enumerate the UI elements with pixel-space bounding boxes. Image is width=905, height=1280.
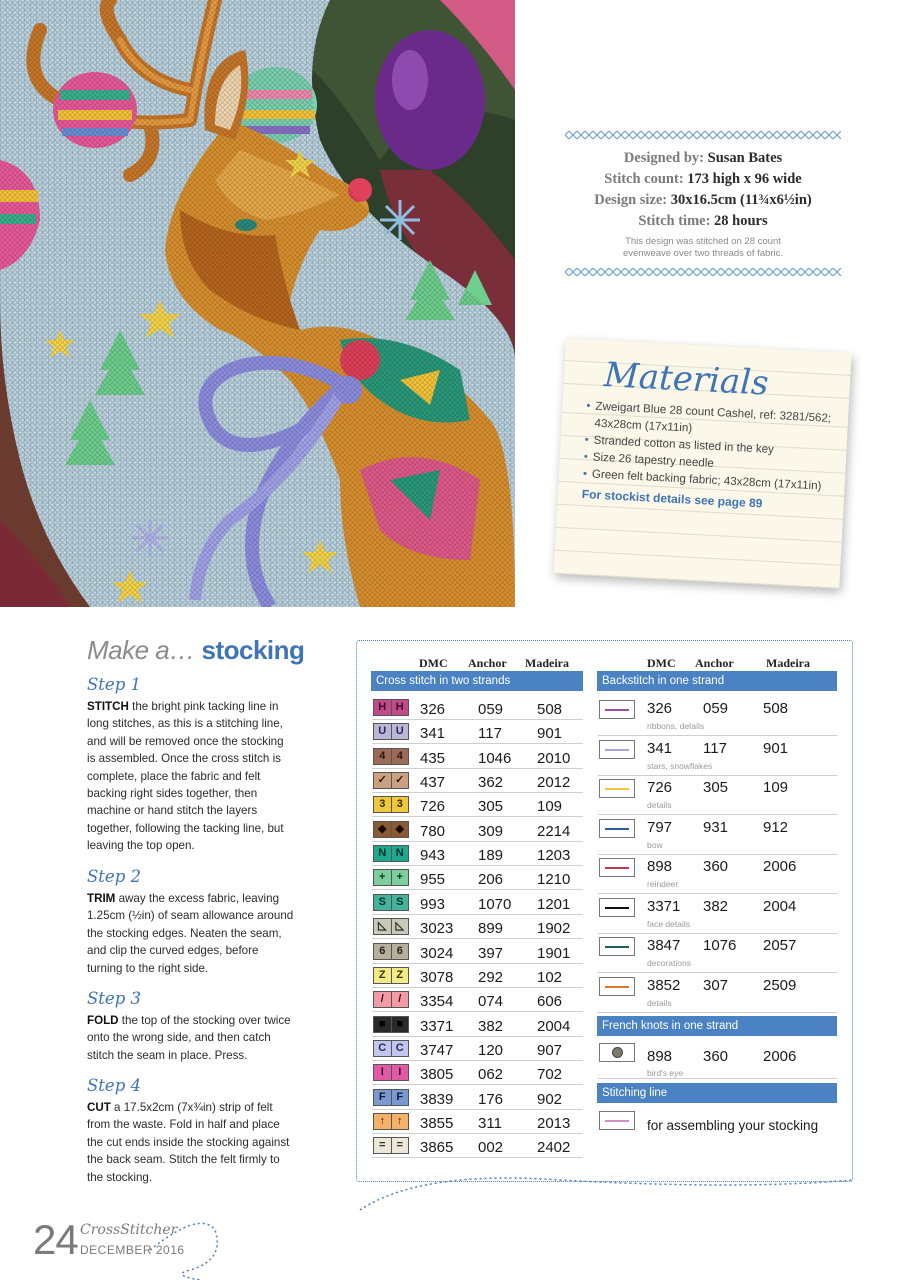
usage-note: face details (647, 918, 690, 929)
french-knots-band: French knots in one strand (597, 1016, 837, 1036)
cross-stitch-row (372, 964, 583, 988)
cross-stitch-band: Cross stitch in two strands (371, 671, 583, 691)
symbol-swatch: S S (373, 894, 408, 911)
materials-note (554, 338, 852, 589)
dmc-value: 3078 (420, 968, 454, 986)
cross-stitch-row (372, 769, 583, 793)
symbol-swatch: 3 3 (373, 796, 408, 813)
madeira-value: 2509 (763, 976, 797, 994)
step-4 (87, 1075, 295, 1186)
dmc-value: 341 (647, 739, 673, 757)
backstitch-row (598, 737, 837, 776)
backstitch-band: Backstitch in one strand (597, 671, 837, 691)
header-anchor: Anchor (695, 656, 734, 670)
stockist-link[interactable]: For stockist details see page 89 (581, 487, 763, 511)
backstitch-row (598, 895, 837, 934)
dmc-value: 3371 (420, 1017, 454, 1035)
madeira-value: 2214 (537, 822, 571, 840)
thread-swatch (599, 898, 635, 917)
thread-swatch (599, 977, 635, 996)
symbol-swatch: / / (373, 991, 408, 1008)
dmc-value: 3852 (647, 976, 681, 994)
fabric-note: This design was stitched on 28 count evenweave over two threads of fabric. (622, 236, 783, 259)
anchor-value: 309 (478, 822, 504, 840)
anchor-value: 059 (703, 700, 729, 717)
madeira-value: 702 (537, 1066, 563, 1084)
cross-stitch-row (372, 1134, 583, 1158)
madeira-value: 907 (537, 1041, 563, 1059)
step-2 (87, 866, 295, 977)
madeira-value: 902 (537, 1090, 563, 1108)
dmc-value: 797 (647, 818, 673, 836)
step-text: CUT a 17.5x2cm (7x¾in) strip of felt from the waste. Fold in half and place the cut ends inside the stocking against the back seam. Stitch the felt firmly to the stocking. (87, 1101, 290, 1184)
step-3 (87, 988, 295, 1064)
page-number: 24 (33, 1216, 78, 1263)
cross-stitch-row (372, 1061, 583, 1085)
magazine-brand: CrossStitcher (80, 1222, 178, 1238)
thread-swatch (599, 779, 635, 798)
symbol-swatch: 6 6 (373, 943, 408, 960)
madeira-value: 912 (763, 818, 789, 836)
cross-stitch-row (372, 793, 583, 817)
stocking-photo (0, 0, 515, 607)
anchor-value: 307 (703, 976, 729, 994)
design-info (548, 148, 858, 260)
symbol-swatch: 4 4 (373, 748, 408, 765)
madeira-value: 109 (537, 798, 563, 816)
step-title: Step 1 (87, 675, 142, 694)
madeira-value: 2057 (763, 937, 797, 954)
dmc-value: 3371 (647, 897, 681, 915)
cross-stitch-row (372, 891, 583, 915)
madeira-value: 1210 (537, 871, 571, 889)
thread-line (605, 946, 629, 948)
madeira-value: 1902 (537, 920, 571, 938)
cross-stitch-row (372, 915, 583, 939)
dmc-value: 780 (420, 822, 446, 840)
anchor-value: 931 (703, 818, 729, 836)
materials-item: • Green felt backing fabric; 43x28cm (17x11in) (582, 465, 829, 495)
thread-line (605, 867, 629, 869)
step-title: Step 2 (87, 867, 142, 886)
header-dmc: DMC (647, 656, 676, 670)
dmc-value: 726 (420, 798, 446, 816)
anchor-value: 397 (478, 944, 504, 962)
thread-line (605, 828, 629, 830)
madeira-value: 2012 (537, 774, 571, 792)
madeira-value: 1901 (537, 944, 571, 962)
usage-note: decorations (647, 958, 691, 968)
madeira-value: 2402 (537, 1139, 571, 1157)
symbol-swatch: F F (373, 1089, 408, 1106)
cross-stitch-row (372, 720, 583, 744)
thread-line (605, 749, 629, 751)
madeira-value: 2006 (763, 858, 797, 875)
symbol-swatch: Z Z (373, 967, 408, 984)
dmc-value: 3023 (420, 920, 454, 938)
symbol-swatch: + + (373, 869, 408, 886)
cross-stitch-row (372, 818, 583, 842)
design-size: Design size: 30x16.5cm (11¾x6½in) (594, 192, 812, 208)
backstitch-row (598, 934, 837, 973)
usage-note: ribbons, details (647, 721, 705, 731)
thread-swatch (599, 740, 635, 759)
thread-swatch (599, 858, 635, 877)
anchor-value: 360 (703, 858, 729, 875)
dmc-value: 993 (420, 895, 446, 913)
madeira-value: 1201 (537, 895, 571, 913)
anchor-value: 1070 (478, 895, 512, 913)
anchor-value: 311 (478, 1114, 502, 1132)
dmc-value: 341 (420, 725, 446, 743)
dmc-value: 3855 (420, 1114, 454, 1132)
french-knot-row: 898 360 2006 bird's eye (598, 1040, 837, 1079)
anchor-value: 305 (703, 779, 729, 796)
header-madeira: Madeira (525, 656, 569, 670)
cross-stitch-row (372, 940, 583, 964)
anchor-value: 002 (478, 1139, 504, 1157)
dmc-value: 3805 (420, 1066, 454, 1084)
symbol-swatch: = = (373, 1137, 408, 1154)
thread-swatch (599, 937, 635, 956)
french-knot-swatch (599, 1043, 635, 1062)
thread-swatch (599, 700, 635, 719)
usage-note: stars, snowflakes (647, 760, 713, 771)
madeira-value: 2013 (537, 1114, 571, 1132)
anchor-value: 074 (478, 993, 504, 1011)
symbol-swatch: ◆ ◆ (373, 821, 408, 838)
madeira-value: 109 (763, 779, 789, 796)
materials-title: Materials (603, 355, 770, 404)
anchor-value: 059 (478, 701, 504, 718)
anchor-value: 176 (478, 1090, 504, 1108)
symbol-swatch: H H (373, 699, 408, 716)
madeira-value: 901 (537, 725, 563, 743)
usage-note: details (647, 800, 672, 810)
step-text: STITCH the bright pink tacking line in long stitches, as this is a stitching line, and will be removed once the stocking is assembled. Once the cross stitch is complete, place the fabric and felt backing right sides together, then machine or hand stitch the layers together, following the tacking line, but leaving the top open. (87, 700, 284, 853)
backstitch-row (598, 855, 837, 894)
symbol-swatch: I I (373, 1064, 408, 1081)
stitching-line-swatch (599, 1111, 635, 1130)
backstitch-row (598, 816, 837, 855)
french-knot-dot (612, 1047, 623, 1058)
usage-note: reindeer (647, 879, 679, 889)
anchor-value: 382 (478, 1017, 504, 1035)
header-anchor: Anchor (468, 656, 507, 670)
symbol-swatch: N N (373, 845, 408, 862)
symbol-swatch: ↑ ↑ (373, 1113, 408, 1130)
step-title: Step 4 (87, 1076, 142, 1095)
madeira-value: 508 (537, 701, 563, 718)
dmc-value: 726 (647, 779, 673, 796)
anchor-value: 062 (478, 1066, 504, 1084)
cross-stitch-row (372, 745, 583, 769)
anchor-value: 120 (478, 1041, 504, 1059)
cross-stitch-row (372, 988, 583, 1012)
step-text: TRIM away the excess fabric, leaving 1.25cm (½in) of seam allowance around the stocking edges. Neaten the seam, and clip the curved edges, before turning to the right side. (87, 892, 294, 975)
thread-line (605, 709, 629, 711)
madeira-value: 2004 (537, 1017, 571, 1035)
thread-line (605, 986, 629, 988)
cross-stitch-row (372, 1037, 583, 1061)
stitching-line-row: for assembling your stocking (598, 1108, 837, 1147)
madeira-value: 2004 (763, 897, 797, 915)
dmc-value: 898 (647, 858, 673, 875)
cross-stitch-row (372, 696, 583, 720)
anchor-value: 117 (478, 725, 502, 743)
step-1 (87, 674, 295, 855)
anchor-value: 362 (478, 774, 504, 792)
dmc-value: 435 (420, 749, 446, 767)
thread-swatch (599, 819, 635, 838)
symbol-swatch: ◺ ◺ (373, 918, 408, 935)
step-title: Step 3 (87, 989, 142, 1008)
anchor-value: 1046 (478, 749, 512, 767)
backstitch-row (598, 974, 837, 1013)
madeira-value: 508 (763, 700, 789, 717)
cross-stitch-row (372, 866, 583, 890)
symbol-swatch: C C (373, 1040, 408, 1057)
anchor-value: 899 (478, 920, 504, 938)
anchor-value: 206 (478, 871, 504, 889)
stitch-time: Stitch time: 28 hours (638, 213, 768, 229)
cross-stitch-row (372, 842, 583, 866)
designed-by: Designed by: Susan Bates (623, 150, 783, 166)
zigzag-divider-bottom (565, 268, 841, 276)
dmc-value: 326 (647, 700, 673, 717)
madeira-value: 2010 (537, 749, 571, 767)
symbol-swatch: ✓ ✓ (373, 772, 408, 789)
madeira-value: 606 (537, 993, 563, 1011)
dmc-value: 3839 (420, 1090, 454, 1108)
symbol-swatch: U U (373, 723, 408, 740)
dmc-value: 3747 (420, 1041, 454, 1059)
dmc-value: 955 (420, 871, 446, 889)
cross-stitch-row (372, 1013, 583, 1037)
cross-stitch-row (372, 1110, 583, 1134)
dmc-value: 943 (420, 847, 446, 865)
anchor-value: 189 (478, 847, 504, 865)
anchor-value: 292 (478, 968, 504, 986)
madeira-value: 1203 (537, 847, 571, 865)
make-title: Make a… stocking (87, 635, 305, 665)
madeira-value: 901 (763, 739, 789, 757)
stitch-count: Stitch count: 173 high x 96 wide (604, 171, 802, 187)
dmc-value: 437 (420, 774, 446, 792)
zigzag-divider-top (565, 131, 841, 139)
dmc-value: 3354 (420, 993, 454, 1011)
materials-item: • Size 26 tapestry needle (583, 448, 830, 478)
thread-line (605, 907, 629, 909)
stitching-line-band: Stitching line (597, 1083, 837, 1103)
materials-item: • Zweigart Blue 28 count Cashel, ref: 3281/562; 43x28cm (17x11in) (585, 397, 832, 444)
dmc-value: 3865 (420, 1139, 454, 1157)
anchor-value: 382 (703, 897, 729, 915)
usage-note: details (647, 997, 672, 1008)
symbol-swatch: ■ ■ (373, 1016, 408, 1033)
anchor-value: 117 (703, 739, 727, 757)
backstitch-row (598, 776, 837, 815)
materials-item: • Stranded cotton as listed in the key (584, 431, 831, 461)
stitching-line-stroke (605, 1120, 629, 1122)
dmc-value: 3024 (420, 944, 454, 962)
dmc-value: 326 (420, 701, 446, 718)
issue-date: DECEMBER 2016 (80, 1243, 185, 1257)
backstitch-row (598, 697, 837, 736)
dmc-value: 3847 (647, 937, 681, 954)
materials-list (582, 397, 832, 495)
thread-line (605, 788, 629, 790)
madeira-value: 102 (537, 968, 563, 986)
anchor-value: 1076 (703, 937, 737, 954)
header-madeira: Madeira (766, 656, 810, 670)
header-dmc: DMC (419, 656, 448, 670)
anchor-value: 305 (478, 798, 504, 816)
usage-note: bow (647, 839, 663, 850)
cross-stitch-row (372, 1086, 583, 1110)
step-text: FOLD the top of the stocking over twice onto the wrong side, and then catch stitch the seam in place. Press. (87, 1014, 291, 1062)
